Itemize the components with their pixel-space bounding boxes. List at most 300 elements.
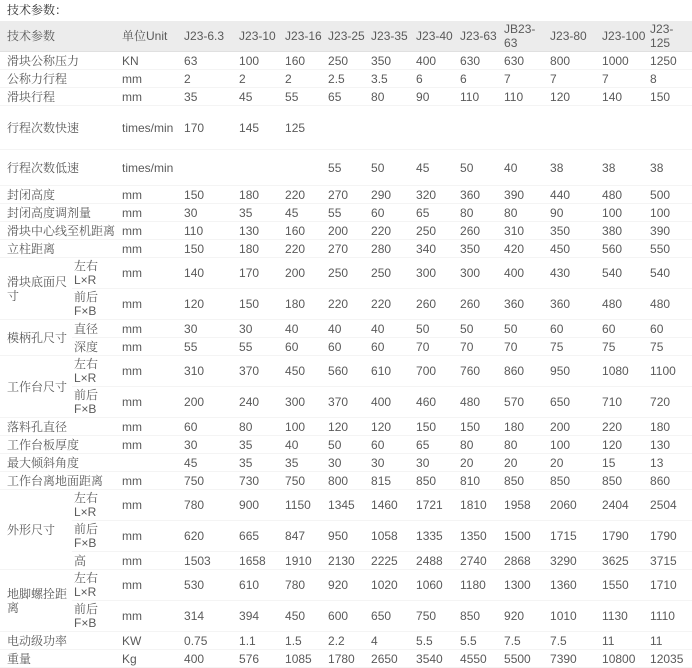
value-cell: 250 [326,52,369,70]
unit-cell: mm [120,258,182,289]
value-cell: 120 [548,88,600,106]
value-cell: 140 [600,88,648,106]
value-cell: 38 [600,150,648,186]
value-cell: 13 [648,454,692,472]
page-title: 技术参数： [7,3,68,17]
unit-cell: mm [120,436,182,454]
row-label: 滑块行程 [0,88,120,106]
table-row [0,387,692,418]
value-cell: 7 [548,70,600,88]
value-cell: 2868 [502,552,548,570]
value-cell: 55 [326,150,369,186]
value-cell: 12035 [648,650,692,668]
row-label: 立柱距离 [0,240,120,258]
value-cell: 160 [283,52,326,70]
value-cell: 35 [283,454,326,472]
table-row [0,320,692,338]
value-cell: 30 [369,454,414,472]
value-cell: 50 [326,436,369,454]
table-row [0,454,692,472]
row-group-label: 地脚螺拴距离 [0,570,72,632]
unit-cell: mm [120,521,182,552]
value-cell: 20 [548,454,600,472]
value-cell: 2404 [600,490,648,521]
value-cell: 400 [502,258,548,289]
table-row [0,650,692,668]
row-label: 工作台离地面距离 [0,472,120,490]
value-cell: 70 [458,338,502,356]
value-cell: 360 [548,289,600,320]
value-cell: 1503 [182,552,237,570]
value-cell: 500 [648,186,692,204]
value-cell: 2650 [369,650,414,668]
value-cell: 75 [648,338,692,356]
value-cell: 11 [648,632,692,650]
value-cell: 630 [502,52,548,70]
row-sub-label: 深度 [72,338,120,356]
value-cell: 250 [326,258,369,289]
value-cell: 63 [182,52,237,70]
row-label: 工作台板厚度 [0,436,120,454]
value-cell: 145 [237,106,283,150]
value-cell: 240 [237,387,283,418]
value-cell: 35 [237,436,283,454]
value-cell: 390 [502,186,548,204]
value-cell [648,106,692,150]
value-cell: 110 [502,88,548,106]
value-cell: 665 [237,521,283,552]
table-header-row [0,21,692,52]
value-cell: 2740 [458,552,502,570]
value-cell: 60 [369,204,414,222]
value-cell [326,106,369,150]
value-cell: 360 [458,186,502,204]
value-cell: 35 [237,204,283,222]
value-cell: 8 [648,70,692,88]
value-cell: 3290 [548,552,600,570]
value-cell: 60 [648,320,692,338]
value-cell: 100 [237,52,283,70]
value-cell: 270 [326,240,369,258]
value-cell: 1110 [648,601,692,632]
value-cell: 370 [237,356,283,387]
value-cell: 390 [648,222,692,240]
value-cell [237,150,283,186]
header-model: J23-16 [283,21,326,52]
value-cell: 1000 [600,52,648,70]
row-label: 封闭高度 [0,186,120,204]
value-cell: 50 [369,150,414,186]
value-cell: 400 [414,52,458,70]
value-cell: 30 [182,320,237,338]
value-cell: 200 [548,418,600,436]
value-cell: 45 [237,88,283,106]
value-cell: 50 [458,320,502,338]
value-cell: 340 [414,240,458,258]
value-cell: 7 [502,70,548,88]
unit-cell: mm [120,320,182,338]
table-row [0,70,692,88]
value-cell: 280 [369,240,414,258]
value-cell: 1335 [414,521,458,552]
value-cell: 2.2 [326,632,369,650]
row-label: 封闭高度调剂量 [0,204,120,222]
value-cell [283,150,326,186]
value-cell: 430 [548,258,600,289]
value-cell: 1.5 [283,632,326,650]
table-row [0,258,692,289]
value-cell: 780 [283,570,326,601]
unit-cell: mm [120,289,182,320]
value-cell: 1180 [458,570,502,601]
table-row [0,186,692,204]
value-cell: 35 [237,454,283,472]
value-cell: 100 [548,436,600,454]
value-cell: 55 [182,338,237,356]
value-cell: 1710 [648,570,692,601]
table-row [0,150,692,186]
row-sub-label: 左右L×R [72,490,120,521]
value-cell: 400 [182,650,237,668]
value-cell: 100 [648,204,692,222]
row-label: 落料孔直径 [0,418,120,436]
value-cell: 720 [648,387,692,418]
unit-cell: mm [120,570,182,601]
value-cell: 480 [648,289,692,320]
value-cell [502,106,548,150]
row-group-label: 外形尺寸 [0,490,72,570]
value-cell: 360 [502,289,548,320]
value-cell: 220 [600,418,648,436]
value-cell: 120 [600,436,648,454]
header-model: J23-100 [600,21,648,52]
unit-cell: mm [120,418,182,436]
value-cell: 40 [283,320,326,338]
unit-cell: times/min [120,106,182,150]
value-cell: 1058 [369,521,414,552]
value-cell: 250 [414,222,458,240]
value-cell: 750 [182,472,237,490]
value-cell: 1010 [548,601,600,632]
value-cell: 40 [283,436,326,454]
value-cell: 1080 [600,356,648,387]
value-cell: 60 [326,338,369,356]
value-cell: 130 [648,436,692,454]
value-cell: 75 [600,338,648,356]
value-cell: 150 [182,186,237,204]
value-cell: 70 [502,338,548,356]
value-cell: 750 [414,601,458,632]
value-cell: 1.1 [237,632,283,650]
value-cell: 80 [237,418,283,436]
value-cell: 2488 [414,552,458,570]
value-cell: 75 [548,338,600,356]
row-label: 重量 [0,650,120,668]
value-cell: 130 [237,222,283,240]
value-cell: 220 [369,222,414,240]
value-cell: 7 [600,70,648,88]
value-cell: 1350 [458,521,502,552]
value-cell: 550 [648,240,692,258]
value-cell: 310 [182,356,237,387]
value-cell: 2 [182,70,237,88]
row-sub-label: 直径 [72,320,120,338]
value-cell: 760 [458,356,502,387]
table-row [0,472,692,490]
value-cell: 180 [648,418,692,436]
table-row [0,418,692,436]
value-cell: 55 [283,88,326,106]
value-cell: 700 [414,356,458,387]
table-row [0,289,692,320]
value-cell: 150 [648,88,692,106]
value-cell: 80 [458,204,502,222]
value-cell: 2060 [548,490,600,521]
value-cell: 540 [648,258,692,289]
header-model: JB23-63 [502,21,548,52]
value-cell: 560 [600,240,648,258]
value-cell: 1130 [600,601,648,632]
value-cell [182,150,237,186]
value-cell: 170 [237,258,283,289]
value-cell: 110 [182,222,237,240]
value-cell: 50 [458,150,502,186]
value-cell: 1085 [283,650,326,668]
value-cell: 2130 [326,552,369,570]
table-row [0,436,692,454]
value-cell: 2225 [369,552,414,570]
value-cell: 650 [369,601,414,632]
value-cell: 5500 [502,650,548,668]
value-cell: 1721 [414,490,458,521]
value-cell: 540 [600,258,648,289]
value-cell: 55 [237,338,283,356]
value-cell: 850 [502,472,548,490]
table-row [0,204,692,222]
value-cell: 3625 [600,552,648,570]
value-cell: 350 [548,222,600,240]
unit-cell: mm [120,490,182,521]
row-sub-label: 前后F×B [72,521,120,552]
header-model: J23-25 [326,21,369,52]
row-label: 滑块公称压力 [0,52,120,70]
value-cell: 250 [369,258,414,289]
value-cell: 610 [237,570,283,601]
value-cell: 5.5 [414,632,458,650]
value-cell: 30 [237,320,283,338]
value-cell: 310 [502,222,548,240]
value-cell: 35 [182,88,237,106]
value-cell: 80 [502,204,548,222]
value-cell: 900 [237,490,283,521]
value-cell: 920 [326,570,369,601]
value-cell: 1715 [548,521,600,552]
value-cell: 950 [548,356,600,387]
table-row [0,521,692,552]
value-cell: 2 [237,70,283,88]
value-cell: 610 [369,356,414,387]
value-cell: 65 [326,88,369,106]
value-cell: 30 [326,454,369,472]
value-cell: 4 [369,632,414,650]
value-cell: 260 [458,289,502,320]
value-cell: 1360 [548,570,600,601]
value-cell: 180 [502,418,548,436]
value-cell: 200 [283,258,326,289]
unit-cell: mm [120,186,182,204]
value-cell: 394 [237,601,283,632]
value-cell: 60 [369,436,414,454]
value-cell: 2504 [648,490,692,521]
value-cell: 2.5 [326,70,369,88]
table-row [0,106,692,150]
value-cell: 290 [369,186,414,204]
value-cell: 630 [458,52,502,70]
value-cell: 920 [502,601,548,632]
unit-cell: mm [120,472,182,490]
value-cell: 60 [548,320,600,338]
value-cell: 1790 [600,521,648,552]
value-cell: 400 [369,387,414,418]
row-label: 公称力行程 [0,70,120,88]
value-cell: 480 [600,186,648,204]
value-cell: 860 [648,472,692,490]
table-row [0,88,692,106]
value-cell: 200 [182,387,237,418]
value-cell: 45 [283,204,326,222]
value-cell: 30 [182,204,237,222]
value-cell: 450 [283,356,326,387]
value-cell: 1780 [326,650,369,668]
value-cell: 90 [414,88,458,106]
value-cell [458,106,502,150]
value-cell: 15 [600,454,648,472]
value-cell: 750 [283,472,326,490]
value-cell: 7390 [548,650,600,668]
value-cell: 1150 [283,490,326,521]
value-cell: 220 [283,240,326,258]
unit-cell: mm [120,240,182,258]
value-cell: 560 [326,356,369,387]
value-cell: 270 [326,186,369,204]
value-cell: 850 [414,472,458,490]
value-cell: 350 [369,52,414,70]
value-cell: 370 [326,387,369,418]
value-cell: 710 [600,387,648,418]
value-cell: 860 [502,356,548,387]
value-cell: 530 [182,570,237,601]
header-model: J23-10 [237,21,283,52]
row-group-label: 滑块底面尺寸 [0,258,72,320]
value-cell: 120 [369,418,414,436]
unit-cell: Kg [120,650,182,668]
value-cell: 6 [414,70,458,88]
value-cell: 800 [548,52,600,70]
value-cell: 7.5 [502,632,548,650]
value-cell: 60 [283,338,326,356]
value-cell: 950 [326,521,369,552]
value-cell: 80 [458,436,502,454]
spec-table [0,21,692,668]
value-cell: 600 [326,601,369,632]
value-cell: 320 [414,186,458,204]
value-cell: 100 [283,418,326,436]
value-cell: 11 [600,632,648,650]
value-cell: 450 [548,240,600,258]
table-row [0,570,692,601]
unit-cell: mm [120,552,182,570]
row-label: 电动级功率 [0,632,120,650]
table-row [0,240,692,258]
value-cell: 150 [414,418,458,436]
value-cell: 570 [502,387,548,418]
value-cell: 125 [283,106,326,150]
value-cell: 220 [369,289,414,320]
header-model: J23-125 [648,21,692,52]
header-model: J23-40 [414,21,458,52]
row-label: 滑块中心线至机距离 [0,222,120,240]
value-cell: 5.5 [458,632,502,650]
unit-cell [120,454,182,472]
row-label: 行程次数快速 [0,106,120,150]
table-row [0,632,692,650]
value-cell: 2 [283,70,326,88]
value-cell: 1810 [458,490,502,521]
value-cell: 800 [326,472,369,490]
header-param-label: 技术参数 [0,21,120,52]
row-label: 最大倾斜角度 [0,454,120,472]
value-cell: 180 [237,240,283,258]
value-cell: 160 [283,222,326,240]
value-cell: 30 [182,436,237,454]
value-cell: 1460 [369,490,414,521]
value-cell: 38 [548,150,600,186]
value-cell: 810 [458,472,502,490]
unit-cell: mm [120,356,182,387]
value-cell: 150 [237,289,283,320]
header-model: J23-35 [369,21,414,52]
unit-cell: mm [120,88,182,106]
unit-cell: KW [120,632,182,650]
value-cell: 1250 [648,52,692,70]
value-cell: 50 [414,320,458,338]
value-cell: 650 [548,387,600,418]
value-cell: 1550 [600,570,648,601]
unit-cell: mm [120,601,182,632]
value-cell: 40 [326,320,369,338]
table-row [0,222,692,240]
row-sub-label: 左右L×R [72,570,120,601]
table-row [0,601,692,632]
row-sub-label: 左右L×R [72,258,120,289]
value-cell: 220 [283,186,326,204]
value-cell: 380 [600,222,648,240]
value-cell: 90 [548,204,600,222]
value-cell: 45 [182,454,237,472]
value-cell: 440 [548,186,600,204]
value-cell: 260 [414,289,458,320]
header-model: J23-80 [548,21,600,52]
value-cell: 65 [414,204,458,222]
value-cell: 40 [369,320,414,338]
unit-cell: mm [120,222,182,240]
value-cell: 20 [502,454,548,472]
value-cell: 1020 [369,570,414,601]
value-cell: 3715 [648,552,692,570]
value-cell: 170 [182,106,237,150]
value-cell: 55 [326,204,369,222]
table-row [0,338,692,356]
